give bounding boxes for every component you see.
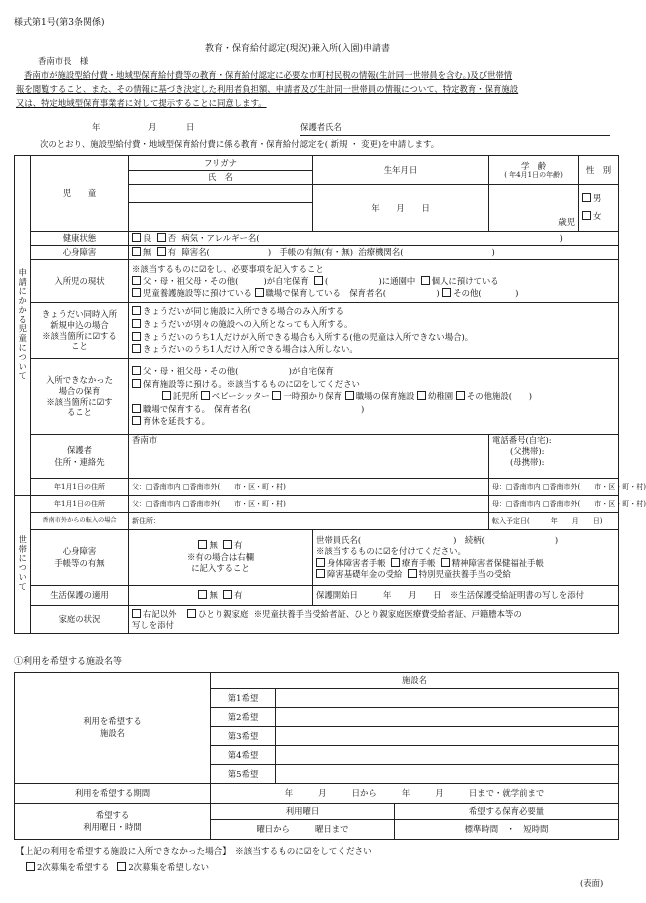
choice-5-label: 第5希望	[211, 765, 276, 784]
siblings-options[interactable]: きょうだいが同じ施設に入所できる場合のみ入所する きょうだいが別々の施設への入所となっても入所する。 きょうだいのうち1人だけが入所できる場合も入所する(他の児童は入所できない場合)。 きょうだいのうち1人だけ入所できる場合は入所しない。	[129, 303, 619, 359]
institution-checkbox[interactable]	[132, 288, 141, 297]
facility-heading: ①利用を希望する施設名等	[14, 657, 123, 667]
health-good-checkbox[interactable]	[132, 233, 141, 242]
siblings-label: きょうだい同時入所 新規申込の場合 ※該当箇所に☑する こと	[31, 303, 129, 359]
kindergarten-checkbox[interactable]	[417, 391, 426, 400]
handbook-yes-checkbox[interactable]	[223, 540, 232, 549]
welfare-label: 生活保護の適用	[31, 586, 129, 606]
section-child-label: 申請にかかる児童について	[15, 156, 31, 496]
birth-date-field[interactable]: 年 月 日	[313, 185, 489, 232]
sibling-opt2-checkbox[interactable]	[132, 319, 141, 328]
date-year: 年	[92, 122, 101, 132]
form-title: 教育・保育給付認定(現況)兼入所(入園)申請書	[205, 44, 391, 54]
consent-line-3: 又は、特定地域型保育事業者に対して提示することに同意します。	[16, 98, 267, 108]
sibling-opt3-checkbox[interactable]	[132, 332, 141, 341]
choice-4-label: 第4希望	[211, 746, 276, 765]
jan1-address-label-2: 年1月1日の住所	[31, 496, 129, 513]
health-no-checkbox[interactable]	[157, 233, 166, 242]
workplace-facility-checkbox[interactable]	[345, 391, 354, 400]
daycare-checkbox[interactable]	[162, 391, 171, 400]
age-field[interactable]: 歳児	[489, 185, 579, 232]
welfare-none-checkbox[interactable]	[198, 590, 207, 599]
second-round-no-checkbox[interactable]	[117, 862, 126, 871]
handbook-details[interactable]: 世帯員氏名( ) 続柄( ) ※該当するものに☑を付けてください。 身体障害者手帳 療育手帳 精神障害者保健福祉手帳 障害基礎年金の受給 特別児童扶養手当の受給	[313, 530, 619, 586]
days-head: 利用曜日	[211, 804, 395, 820]
addressee: 香南市長 様	[38, 56, 89, 66]
form-number: 様式第1号(第3条関係)	[14, 18, 105, 28]
guardian-name-line[interactable]	[300, 135, 610, 136]
welfare-yes-checkbox[interactable]	[223, 590, 232, 599]
current-status-row[interactable]: ※該当するものに☑をし、必要事項を記入すること 父・母・祖父母・その他( )が自宅保育 ( )に通園中 個人に預けている 児童養護施設等に預けている 職場で保育している 保育者名( ) その他( )	[129, 260, 619, 303]
sex-field[interactable]: 男 女	[579, 185, 619, 232]
unable-options[interactable]: 父・母・祖父母・その他( )が自宅保育 保育施設等に預ける。※該当するものに☑をしてください 託児所 ベビーシッター 一時預かり保育 職場の保育施設 幼稚園 その他施設( ) 職場で保育する。 保育者名( ) 育休を延長する。	[129, 359, 619, 435]
choice-3-input[interactable]	[276, 727, 619, 746]
male-checkbox[interactable]	[582, 193, 591, 202]
family-label: 家庭の状況	[31, 606, 129, 634]
workplace-checkbox[interactable]	[255, 288, 264, 297]
new-address-field[interactable]: 新住所：	[129, 513, 489, 530]
child-name-input[interactable]	[129, 203, 313, 232]
jan1-address-label: 年1月1日の住所	[31, 479, 129, 496]
sibling-opt1-checkbox[interactable]	[132, 306, 141, 315]
disability-yes-checkbox[interactable]	[157, 247, 166, 256]
choice-5-input[interactable]	[276, 765, 619, 784]
child-label: 児 童	[31, 156, 129, 232]
family-other-checkbox[interactable]	[132, 609, 141, 618]
health-label: 健康状態	[31, 232, 129, 246]
allowance-checkbox[interactable]	[408, 569, 417, 578]
furigana-label: フリガナ	[129, 156, 313, 171]
request-text: 次のとおり、施設型給付費・地域型保育給付費に係る教育・保育給付認定を( 新規 ・ 変更)を申請します。	[40, 139, 440, 149]
handbook-none-checkbox[interactable]	[198, 540, 207, 549]
choice-1-label: 第1希望	[211, 689, 276, 708]
choice-4-input[interactable]	[276, 746, 619, 765]
period-label: 利用を希望する期間	[15, 784, 211, 804]
date-month: 月	[148, 122, 157, 132]
facility-col-head: 施設名	[211, 673, 619, 689]
guardian-phones[interactable]: 電話番号(自宅): (父携帯): (母携帯):	[489, 435, 619, 479]
second-round-yes-checkbox[interactable]	[26, 862, 35, 871]
sibling-opt4-checkbox[interactable]	[132, 344, 141, 353]
name-label: 氏 名	[129, 171, 313, 185]
sex-label: 性 別	[579, 156, 619, 185]
mental-checkbox[interactable]	[441, 558, 450, 567]
planned-date-field[interactable]: 転入予定日( 年 月 日)	[489, 513, 619, 530]
jan1-mother-address-2[interactable]: 母：□香南市内 □香南市外( 市・区・町・村)	[489, 496, 619, 513]
disability-row[interactable]: 無 有 障害名( ) 手帳の有無(有・無) 治療機関名( )	[129, 246, 619, 260]
disability-none-checkbox[interactable]	[132, 247, 141, 256]
days-label: 希望する 利用曜日・時間	[15, 804, 211, 840]
guardian-label: 保護者 住所・連絡先	[31, 435, 129, 479]
second-round-note: 【上記の利用を希望する施設に入所できなかった場合】 ※該当するものに☑をしてください	[16, 847, 372, 857]
consent-line-1: 香南市が施設型給付費・地域型保育給付費等の教育・保育給付認定に必要な市町村民税の情報(生計同一世帯員を含む。)及び世帯情	[24, 70, 513, 80]
unable-opt3-checkbox[interactable]	[132, 404, 141, 413]
other-checkbox[interactable]	[442, 288, 451, 297]
consent-line-2: 報を閲覧すること、また、その情報に基づき決定した利用者負担額、申請者及び生計同一世帯員の情報について、特定教育・保育施設	[16, 84, 519, 94]
disability-label: 心身障害	[31, 246, 129, 260]
date-day: 日	[186, 122, 195, 132]
attending-checkbox[interactable]	[314, 276, 323, 285]
page-side: (表面)	[580, 878, 604, 888]
choice-3-label: 第3希望	[211, 727, 276, 746]
jan1-mother-address[interactable]: 母：□香南市内 □香南市外( 市・区・町・村)	[489, 479, 619, 496]
jan1-father-address[interactable]: 父：□香南市内 □香南市外( 市・区・町・村)	[129, 479, 489, 496]
choice-2-input[interactable]	[276, 708, 619, 727]
single-parent-checkbox[interactable]	[187, 609, 196, 618]
unable-opt2-checkbox[interactable]	[132, 379, 141, 388]
unable-label: 入所できなかった 場合の保育 ※該当箇所に☑す ること	[31, 359, 129, 435]
family-options[interactable]: 右記以外 ひとり親家庭 ※児童扶養手当受給者証、ひとり親家庭医療費受給者証、戸籍謄本等の 写しを添付	[129, 606, 619, 634]
ryoiku-checkbox[interactable]	[391, 558, 400, 567]
pension-checkbox[interactable]	[316, 569, 325, 578]
unable-opt1-checkbox[interactable]	[132, 366, 141, 375]
physical-checkbox[interactable]	[316, 558, 325, 567]
section-household-label: 世帯について	[15, 496, 31, 634]
need-head: 希望する保育必要量	[395, 804, 619, 820]
current-status-label: 入所児の現状	[31, 260, 129, 303]
temporary-checkbox[interactable]	[272, 391, 281, 400]
welfare-toggle[interactable]: 無 有	[129, 586, 313, 606]
jan1-father-address-2[interactable]: 父：□香南市内 □香南市外( 市・区・町・村)	[129, 496, 489, 513]
age-header: 学 齢 ( 年4月1日の年齢)	[489, 156, 579, 185]
furigana-input[interactable]	[129, 185, 313, 203]
days-field[interactable]: 曜日から 曜日まで	[211, 820, 395, 840]
second-round-options[interactable]: 2次募集を希望する 2次募集を希望しない	[26, 862, 209, 873]
choice-2-label: 第2希望	[211, 708, 276, 727]
guardian-address[interactable]: 香南市	[129, 435, 489, 479]
welfare-start[interactable]: 保護開始日 年 月 日 ※生活保護受給証明書の写しを添付	[313, 586, 619, 606]
individual-checkbox[interactable]	[421, 276, 430, 285]
handbook-label: 心身障害 手帳等の有無	[31, 530, 129, 586]
babysitter-checkbox[interactable]	[201, 391, 210, 400]
choice-1-input[interactable]	[276, 689, 619, 708]
female-checkbox[interactable]	[582, 211, 591, 220]
period-field[interactable]: 年 月 日から 年 月 日まで・就学前まで	[211, 784, 619, 804]
birth-label: 生年月日	[313, 156, 489, 185]
moving-label: 香南市外からの転入の場合	[31, 513, 129, 530]
home-care-checkbox[interactable]	[132, 276, 141, 285]
guardian-name-label: 保護者氏名	[300, 122, 342, 132]
need-field[interactable]: 標準時間 ・ 短時間	[395, 820, 619, 840]
facility-row-label: 利用を希望する 施設名	[15, 673, 211, 784]
health-row[interactable]: 良 否 病気・アレルギー名( )	[129, 232, 619, 246]
unable-opt4-checkbox[interactable]	[132, 416, 141, 425]
facility-table	[14, 672, 619, 840]
application-table	[14, 155, 646, 634]
handbook-toggle[interactable]: 無 有 ※有の場合は右欄 に記入すること	[129, 530, 313, 586]
other-facility-checkbox[interactable]	[456, 391, 465, 400]
